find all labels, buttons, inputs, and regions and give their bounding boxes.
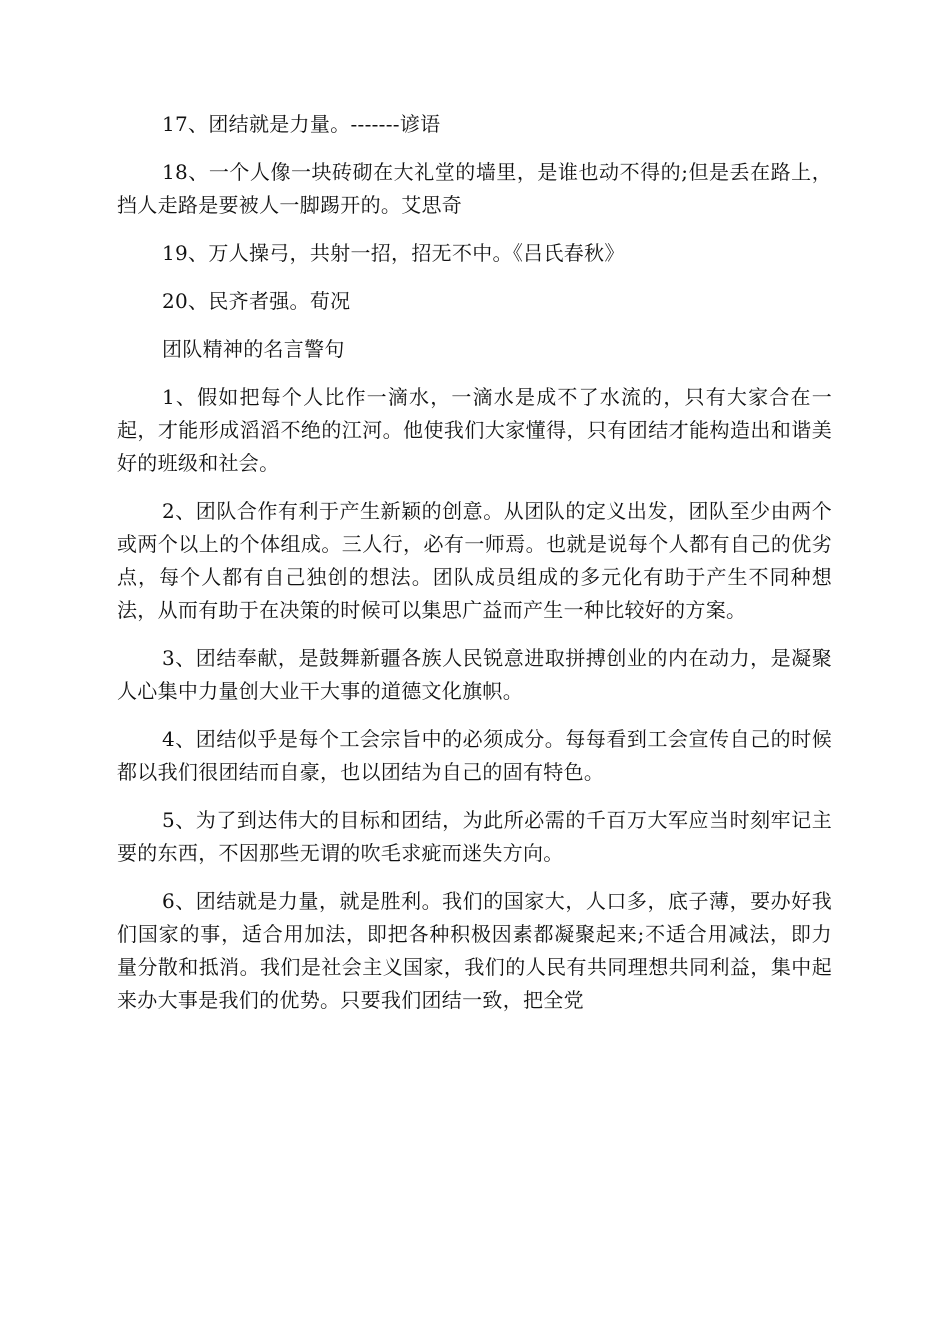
paragraph-item-4: 4、团结似乎是每个工会宗旨中的必须成分。每每看到工会宣传自己的时候都以我们很团结而自豪，也以团结为自己的固有特色。 bbox=[117, 727, 832, 784]
paragraph-item-5: 5、为了到达伟大的目标和团结，为此所必需的千百万大军应当时刻牢记主要的东西，不因那些无谓的吹毛求疵而迷失方向。 bbox=[117, 808, 832, 865]
paragraph-quote-17: 17、团结就是力量。-------谚语 bbox=[162, 112, 441, 136]
section-heading: 团队精神的名言警句 bbox=[162, 337, 345, 361]
paragraph-quote-19: 19、万人操弓，共射一招，招无不中。《吕氏春秋》 bbox=[162, 241, 625, 265]
paragraph-item-1: 1、假如把每个人比作一滴水，一滴水是成不了水流的，只有大家合在一起，才能形成滔滔不绝的江河。他使我们大家懂得，只有团结才能构造出和谐美好的班级和社会。 bbox=[117, 385, 832, 475]
paragraph-item-3: 3、团结奉献，是鼓舞新疆各族人民锐意进取拼搏创业的内在动力，是凝聚人心集中力量创大业干大事的道德文化旗帜。 bbox=[117, 646, 832, 703]
paragraph-quote-18: 18、一个人像一块砖砌在大礼堂的墙里，是谁也动不得的;但是丢在路上，挡人走路是要被人一脚踢开的。艾思奇 bbox=[117, 160, 832, 217]
paragraph-quote-20: 20、民齐者强。荀况 bbox=[162, 289, 351, 313]
document-body bbox=[117, 108, 832, 1032]
paragraph-item-6: 6、团结就是力量，就是胜利。我们的国家大，人口多，底子薄，要办好我们国家的事，适合用加法，即把各种积极因素都凝聚起来;不适合用减法，即力量分散和抵消。我们是社会主义国家，我们的人民有共同理想共同利益，集中起来办大事是我们的优势。只要我们团结一致，把全党 bbox=[117, 889, 832, 1012]
paragraph-item-2: 2、团队合作有利于产生新颖的创意。从团队的定义出发，团队至少由两个或两个以上的个体组成。三人行，必有一师焉。也就是说每个人都有自己的优劣点，每个人都有自己独创的想法。团队成员组成的多元化有助于产生不同种想法，从而有助于在决策的时候可以集思广益而产生一种比较好的方案。 bbox=[117, 499, 832, 622]
